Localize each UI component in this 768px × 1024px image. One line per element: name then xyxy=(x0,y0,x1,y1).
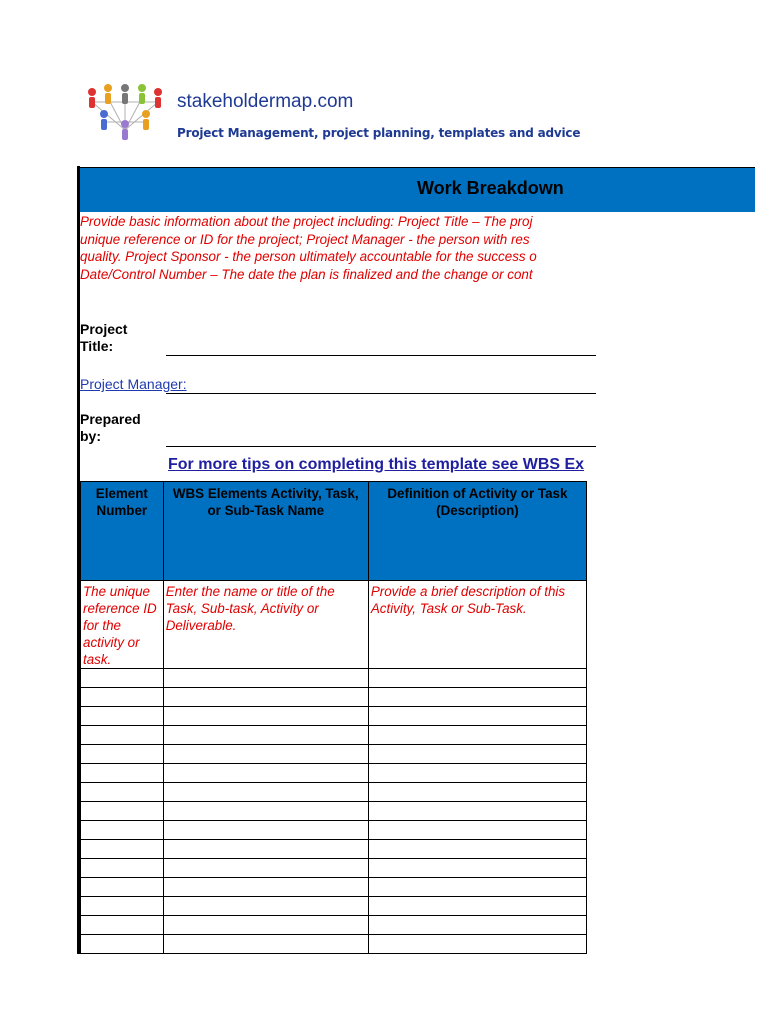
table-cell[interactable] xyxy=(81,897,164,916)
worksheet xyxy=(80,211,587,956)
table-row xyxy=(81,821,587,840)
table-cell[interactable] xyxy=(368,764,586,783)
table-cell[interactable] xyxy=(368,745,586,764)
table-cell[interactable] xyxy=(163,688,368,707)
table-cell[interactable] xyxy=(81,840,164,859)
table-row xyxy=(81,878,587,897)
intro-instructions xyxy=(80,213,700,283)
table-cell[interactable] xyxy=(81,688,164,707)
table-cell[interactable] xyxy=(81,802,164,821)
table-row xyxy=(81,935,587,954)
table-cell[interactable] xyxy=(368,935,586,954)
table-row xyxy=(81,726,587,745)
site-tagline: Project Management, project planning, templates and advice xyxy=(177,126,581,140)
table-cell[interactable] xyxy=(368,859,586,878)
table-cell[interactable] xyxy=(81,878,164,897)
table-cell[interactable] xyxy=(81,669,164,688)
table-cell[interactable] xyxy=(368,821,586,840)
table-cell[interactable] xyxy=(81,783,164,802)
project-title-label: Project Title: xyxy=(80,321,128,354)
table-cell[interactable] xyxy=(81,859,164,878)
table-cell[interactable] xyxy=(163,764,368,783)
table-row xyxy=(81,802,587,821)
blank-rows xyxy=(81,669,587,954)
hint-cell-wbs-elements: Enter the name or title of the Task, Sub-task, Activity or Deliverable. xyxy=(163,581,368,669)
hint-row xyxy=(81,581,587,669)
table-cell[interactable] xyxy=(368,707,586,726)
table-cell[interactable] xyxy=(163,840,368,859)
table-row xyxy=(81,745,587,764)
table-cell[interactable] xyxy=(368,726,586,745)
table-cell[interactable] xyxy=(163,707,368,726)
column-header-wbs-elements: WBS Elements Activity, Task, or Sub-Task Name xyxy=(163,482,368,581)
table-cell[interactable] xyxy=(368,878,586,897)
table-cell[interactable] xyxy=(81,764,164,783)
table-row xyxy=(81,764,587,783)
table-cell[interactable] xyxy=(368,840,586,859)
table-cell[interactable] xyxy=(368,897,586,916)
table-row xyxy=(81,859,587,878)
table-cell[interactable] xyxy=(163,935,368,954)
table-cell[interactable] xyxy=(81,916,164,935)
prepared-by-label: Prepared by: xyxy=(80,411,141,444)
table-cell[interactable] xyxy=(163,897,368,916)
table-row xyxy=(81,669,587,688)
table-row xyxy=(81,707,587,726)
intro-line: quality. Project Sponsor - the person ultimately accountable for the success o xyxy=(80,249,537,264)
intro-line: Date/Control Number – The date the plan is finalized and the change or cont xyxy=(80,266,533,282)
table-cell[interactable] xyxy=(163,745,368,764)
site-name: stakeholdermap.com xyxy=(177,91,354,112)
project-manager-link[interactable]: Project Manager: xyxy=(80,376,187,392)
page-title: Work Breakdown xyxy=(417,178,564,198)
table-cell[interactable] xyxy=(368,669,586,688)
table-cell[interactable] xyxy=(163,802,368,821)
table-cell[interactable] xyxy=(163,859,368,878)
table-row xyxy=(81,840,587,859)
project-title-field[interactable] xyxy=(166,355,596,356)
table-cell[interactable] xyxy=(163,669,368,688)
table-cell[interactable] xyxy=(368,783,586,802)
wbs-tips-link[interactable]: For more tips on completing this template see WBS Ex xyxy=(168,456,585,473)
table-row xyxy=(81,688,587,707)
stakeholder-people-logo-icon xyxy=(80,78,170,144)
table-cell[interactable] xyxy=(163,916,368,935)
prepared-by-field[interactable] xyxy=(166,446,596,447)
table-row xyxy=(81,916,587,935)
table-cell[interactable] xyxy=(368,916,586,935)
table-cell[interactable] xyxy=(368,802,586,821)
table-cell[interactable] xyxy=(163,783,368,802)
intro-line: Provide basic information about the project including: Project Title – The proj xyxy=(80,214,533,229)
table-cell[interactable] xyxy=(163,878,368,897)
intro-line: unique reference or ID for the project; Project Manager - the person with res xyxy=(80,231,530,247)
table-cell[interactable] xyxy=(81,745,164,764)
table-cell[interactable] xyxy=(163,821,368,840)
column-header-element-number: Element Number xyxy=(81,482,164,581)
table-row xyxy=(81,783,587,802)
table-row xyxy=(81,897,587,916)
hint-cell-definition: Provide a brief description of this Activity, Task or Sub-Task. xyxy=(368,581,586,669)
table-cell[interactable] xyxy=(81,935,164,954)
table-cell[interactable] xyxy=(81,821,164,840)
table-cell[interactable] xyxy=(81,726,164,745)
column-header-definition: Definition of Activity or Task (Description) xyxy=(368,482,586,581)
table-cell[interactable] xyxy=(368,688,586,707)
table-cell[interactable] xyxy=(163,726,368,745)
table-cell[interactable] xyxy=(81,707,164,726)
wbs-table xyxy=(80,481,587,954)
project-manager-field[interactable] xyxy=(166,393,596,394)
table-header-row xyxy=(81,482,587,581)
hint-cell-element-number: The unique reference ID for the activity or task. xyxy=(81,581,164,669)
